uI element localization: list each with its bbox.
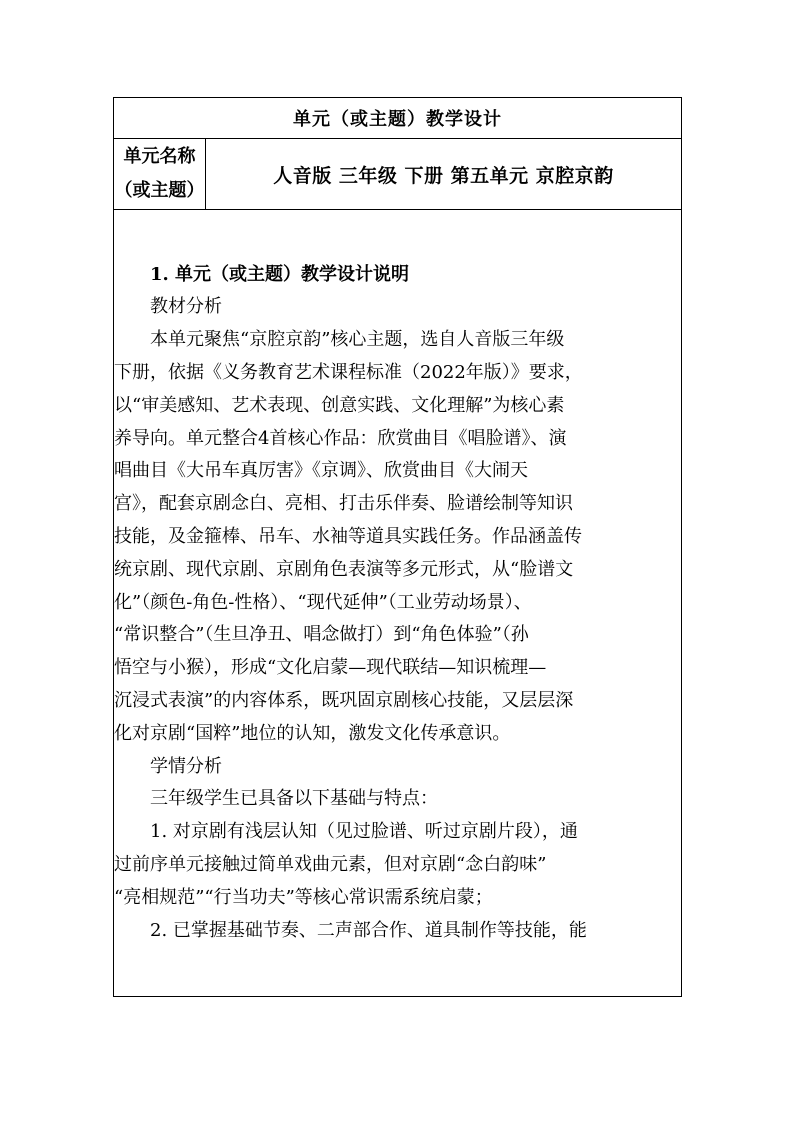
text-line: 技能，及金箍棒、吊车、水袖等道具实践任务。作品涵盖传 (114, 526, 582, 547)
text-line: “亮相规范”“行当功夫”等核心常识需系统启蒙； (114, 886, 493, 908)
text-line: 以“审美感知、艺术表现、创意实践、文化理解”为核心素 (114, 394, 565, 416)
text-line: 本单元聚焦“京腔京韵”核心主题，选自人音版三年级 (150, 329, 565, 351)
text-line: 沉浸式表演”的内容体系，既巩固京剧核心技能，又层层深 (114, 689, 574, 711)
section-heading: 1. 单元（或主题）教学设计说明 (150, 263, 410, 285)
text-line: “常识整合”（生旦净丑、唱念做打）到“角色体验”（孙 (114, 624, 529, 646)
text-line: 过前序单元接触过简单戏曲元素，但对京剧“念白韵味” (114, 853, 547, 875)
text-line: 悟空与小猴），形成“文化启蒙—现代联结—知识梳理— (114, 657, 547, 679)
textbook-analysis-heading: 教材分析 (150, 296, 222, 318)
lesson-design-table (113, 97, 682, 997)
text-line: 2. 已掌握基础节奏、二声部合作、道具制作等技能，能 (150, 919, 587, 941)
text-line: 唱曲目《大吊车真厉害》《京调》、欣赏曲目《大闹天 (114, 460, 528, 482)
text-line: 统京剧、现代京剧、京剧角色表演等多元形式，从“脸谱文 (114, 558, 574, 580)
unit-name-label-line2: （或主题） (114, 180, 205, 201)
student-analysis-item-1 (114, 816, 681, 914)
unit-name-value: 人音版 三年级 下册 第五单元 京腔京韵 (206, 139, 682, 210)
text-line: 下册，依据《义务教育艺术课程标准（2022年版）》要求， (114, 362, 583, 384)
unit-name-label (114, 139, 206, 210)
text-line: 1. 对京剧有浅层认知（见过脸谱、听过京剧片段），通 (150, 821, 578, 843)
text-line: 宫》，配套京剧念白、亮相、打击乐伴奏、脸谱绘制等知识 (114, 493, 573, 515)
student-analysis-heading: 学情分析 (150, 755, 222, 777)
student-analysis-intro: 三年级学生已具备以下基础与特点： (150, 788, 438, 810)
student-analysis-item-2 (114, 915, 681, 948)
design-description-cell (114, 210, 682, 997)
unit-name-label-line1: 单元名称 (123, 146, 196, 167)
text-line: 化”（颜色-角色-性格）、“现代延伸”（工业劳动场景）、 (114, 591, 532, 613)
text-line: 化对京剧“国粹”地位的认知，激发文化传承意识。 (114, 722, 511, 744)
textbook-analysis-paragraph (114, 324, 681, 750)
table-title: 单元（或主题）教学设计 (114, 98, 682, 139)
text-line: 养导向。单元整合4首核心作品：欣赏曲目《唱脸谱》、演 (114, 427, 567, 449)
